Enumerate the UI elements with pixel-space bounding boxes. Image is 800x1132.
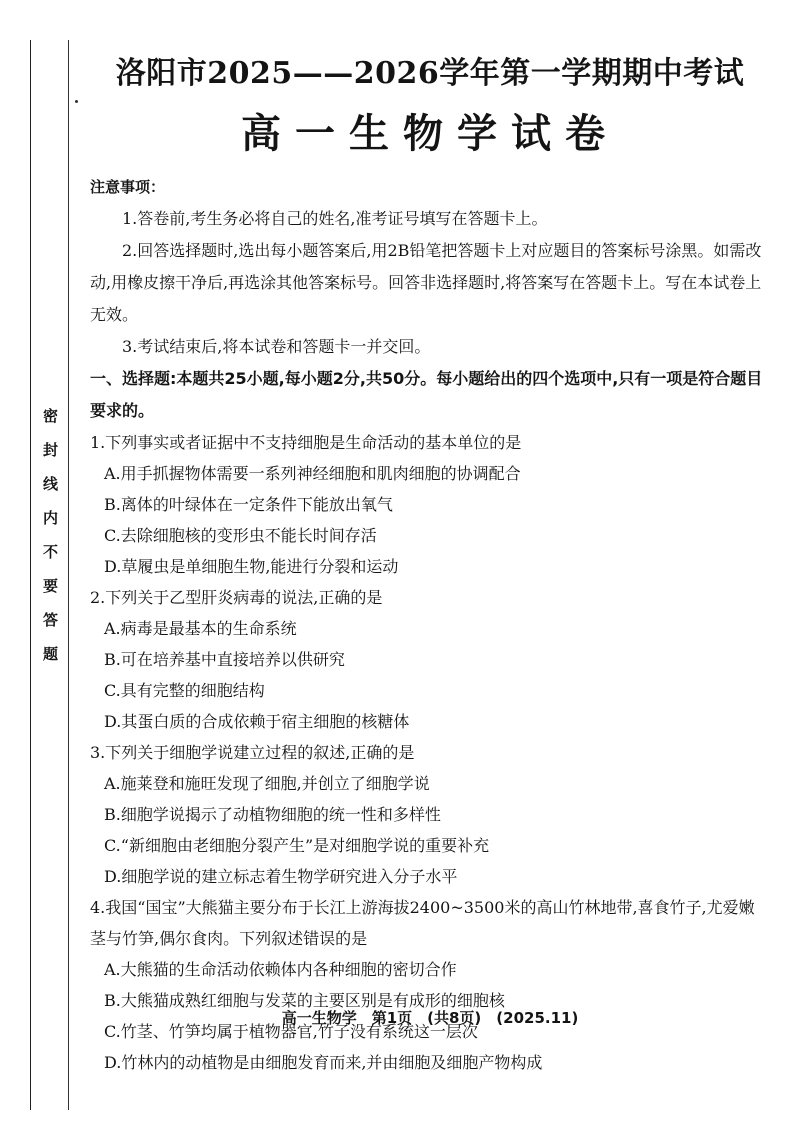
question-3-option-a: A.施莱登和施旺发现了细胞,并创立了细胞学说 <box>104 774 430 793</box>
question-2-stem: 2.下列关于乙型肝炎病毒的说法,正确的是 <box>90 588 383 607</box>
question-1-option-a: A.用手抓握物体需要一系列神经细胞和肌肉细胞的协调配合 <box>104 464 521 483</box>
notice-heading: 注意事项： <box>90 178 166 196</box>
question-2-option-b: B.可在培养基中直接培养以供研究 <box>104 650 345 669</box>
question-3-stem: 3.下列关于细胞学说建立过程的叙述,正确的是 <box>90 743 415 762</box>
question-4-option-a: A.大熊猫的生命活动依赖体内各种细胞的密切合作 <box>104 960 457 979</box>
question-4-option-b: B.大熊猫成熟红细胞与发菜的主要区别是有成形的细胞核 <box>104 991 505 1010</box>
exam-subject-title: 高一生物学试卷 <box>241 110 619 157</box>
seal-margin <box>20 40 78 1110</box>
notice-item-2: 2.回答选择题时,选出每小题答案后,用2B铅笔把答题卡上对应题目的答案标号涂黑。如需改动,用橡皮擦干净后,再选涂其他答案标号。回答非选择题时,将答案写在答题卡上。写在本试卷上无效。 <box>90 241 762 324</box>
margin-dot <box>75 100 78 103</box>
question-1-option-c: C.去除细胞核的变形虫不能长时间存活 <box>104 526 377 545</box>
question-4-stem: 4.我国“国宝”大熊猫主要分布于长江上游海拔2400~3500米的高山竹林地带,喜食竹子,尤爱嫩茎与竹笋,偶尔食肉。下列叙述错误的是 <box>90 898 755 948</box>
question-1-option-b: B.离体的叶绿体在一定条件下能放出氧气 <box>104 495 393 514</box>
section-heading: 一、选择题:本题共25小题,每小题2分,共50分。每小题给出的四个选项中,只有一项是符合题目要求的。 <box>90 369 763 420</box>
question-2-option-c: C.具有完整的细胞结构 <box>104 681 265 700</box>
question-3-option-b: B.细胞学说揭示了动植物细胞的统一性和多样性 <box>104 805 441 824</box>
question-1-option-d: D.草履虫是单细胞生物,能进行分裂和运动 <box>104 557 399 576</box>
question-2-option-d: D.其蛋白质的合成依赖于宿主细胞的核糖体 <box>104 712 410 731</box>
question-1-stem: 1.下列事实或者证据中不支持细胞是生命活动的基本单位的是 <box>90 433 522 452</box>
question-2-options <box>104 613 770 737</box>
question-4-option-c: C.竹茎、竹笋均属于植物器官,竹子没有系统这一层次 <box>104 1022 478 1041</box>
notice-block <box>90 171 770 203</box>
seal-text: 密封线内不要答题 <box>41 408 59 680</box>
question-4-option-d: D.竹林内的动植物是由细胞发育而来,并由细胞及细胞产物构成 <box>104 1053 543 1072</box>
page-footer: 高一生物学 第1页 (共8页) (2025.11) <box>281 1009 579 1027</box>
question-3-option-d: D.细胞学说的建立标志着生物学研究进入分子水平 <box>104 867 458 886</box>
exam-title: 洛阳市2025——2026学年第一学期期中考试 <box>115 56 745 91</box>
question-3-option-c: C.“新细胞由老细胞分裂产生”是对细胞学说的重要补充 <box>104 836 490 855</box>
seal-line-inner <box>68 40 69 1110</box>
notice-item-3: 3.考试结束后,将本试卷和答题卡一并交回。 <box>122 337 431 356</box>
question-2-option-a: A.病毒是最基本的生命系统 <box>104 619 297 638</box>
notice-item-1: 1.答卷前,考生务必将自己的姓名,准考证号填写在答题卡上。 <box>122 209 548 228</box>
exam-page <box>90 48 770 1078</box>
seal-line-outer <box>30 40 31 1110</box>
